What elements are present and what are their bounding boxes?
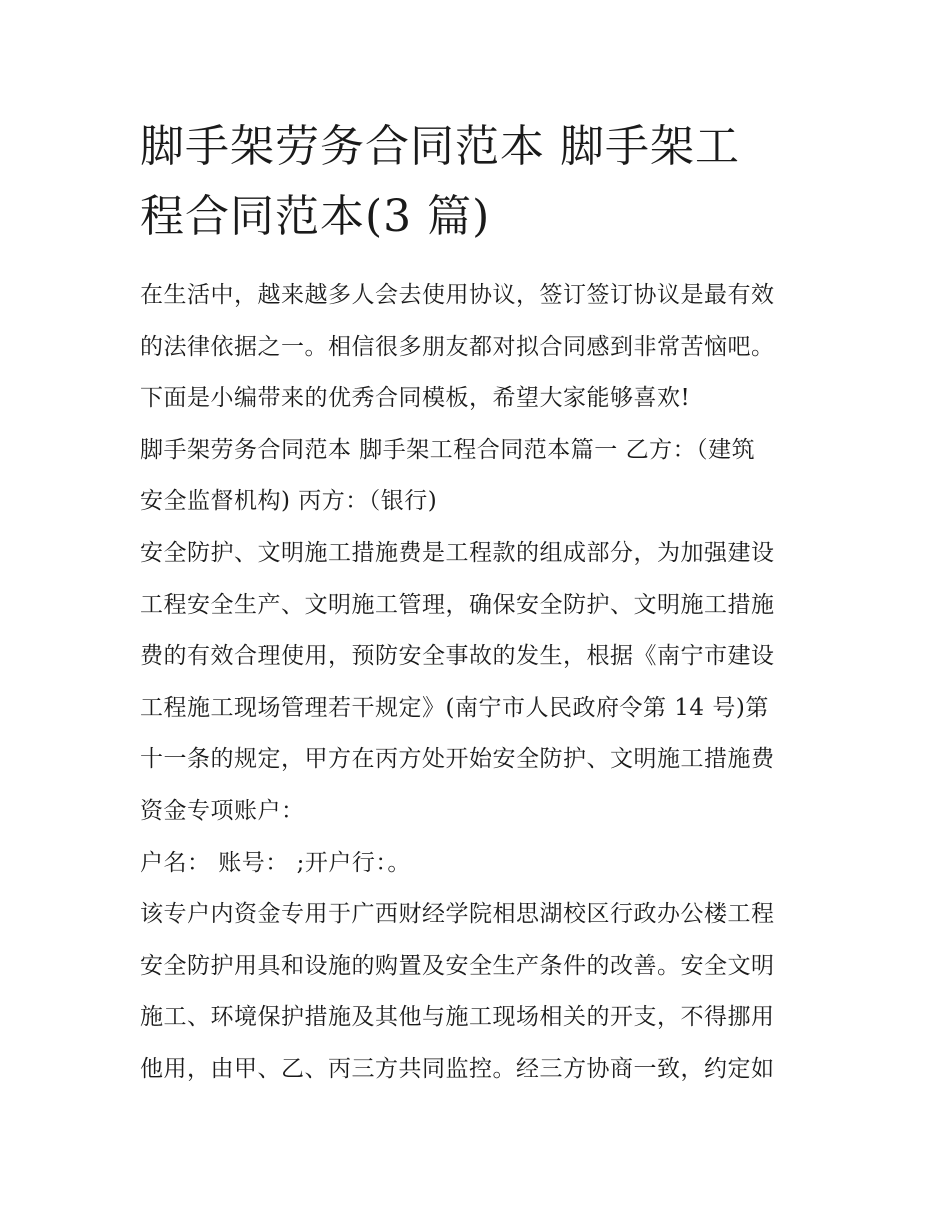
paragraph-line: 安全防护、文明施工措施费是工程款的组成部分，为加强建设 [140, 539, 775, 566]
paragraph-usage [140, 889, 815, 1095]
document-title [140, 112, 815, 252]
paragraph-line: 资金专项账户： [140, 797, 305, 824]
paragraph-line: 该专户内资金专用于广西财经学院相思湖校区行政办公楼工程 [140, 901, 775, 928]
paragraph-line: 脚手架劳务合同范本 脚手架工程合同范本篇一 乙方：（建筑 [140, 436, 756, 463]
paragraph-parties [140, 425, 815, 528]
paragraph-line: 施工、环境保护措施及其他与施工现场相关的开支，不得挪用 [140, 1004, 775, 1031]
paragraph-account [140, 838, 815, 890]
paragraph-line: 十一条的规定，甲方在丙方处开始安全防护、文明施工措施费 [140, 746, 775, 773]
paragraph-line: 工程施工现场管理若干规定》(南宁市人民政府令第 14 号)第 [140, 694, 769, 721]
paragraph-purpose [140, 528, 815, 838]
paragraph-line: 户名： 账号： ;开户行：。 [140, 849, 411, 876]
paragraph-line: 他用，由甲、乙、丙三方共同监控。经三方协商一致，约定如 [140, 1055, 775, 1082]
paragraph-intro [140, 270, 815, 425]
title-line-1: 脚手架劳务合同范本 脚手架工 [140, 121, 740, 172]
paragraph-line: 下面是小编带来的优秀合同模板，希望大家能够喜欢! [140, 385, 691, 412]
paragraph-line: 在生活中，越来越多人会去使用协议，签订签订协议是最有效 [140, 282, 775, 308]
document-body [140, 270, 815, 1096]
paragraph-line: 安全防护用具和设施的购置及安全生产条件的改善。安全文明 [140, 952, 775, 979]
paragraph-line: 安全监督机构) 丙方：（银行) [140, 488, 438, 515]
paragraph-line: 的法律依据之一。相信很多朋友都对拟合同感到非常苦恼吧。 [140, 333, 775, 360]
paragraph-line: 工程安全生产、文明施工管理，确保安全防护、文明施工措施 [140, 591, 775, 618]
document-page [140, 112, 815, 1096]
title-line-2: 程合同范本(3 篇) [140, 191, 491, 242]
paragraph-line: 费的有效合理使用，预防安全事故的发生，根据《南宁市建设 [140, 643, 775, 670]
